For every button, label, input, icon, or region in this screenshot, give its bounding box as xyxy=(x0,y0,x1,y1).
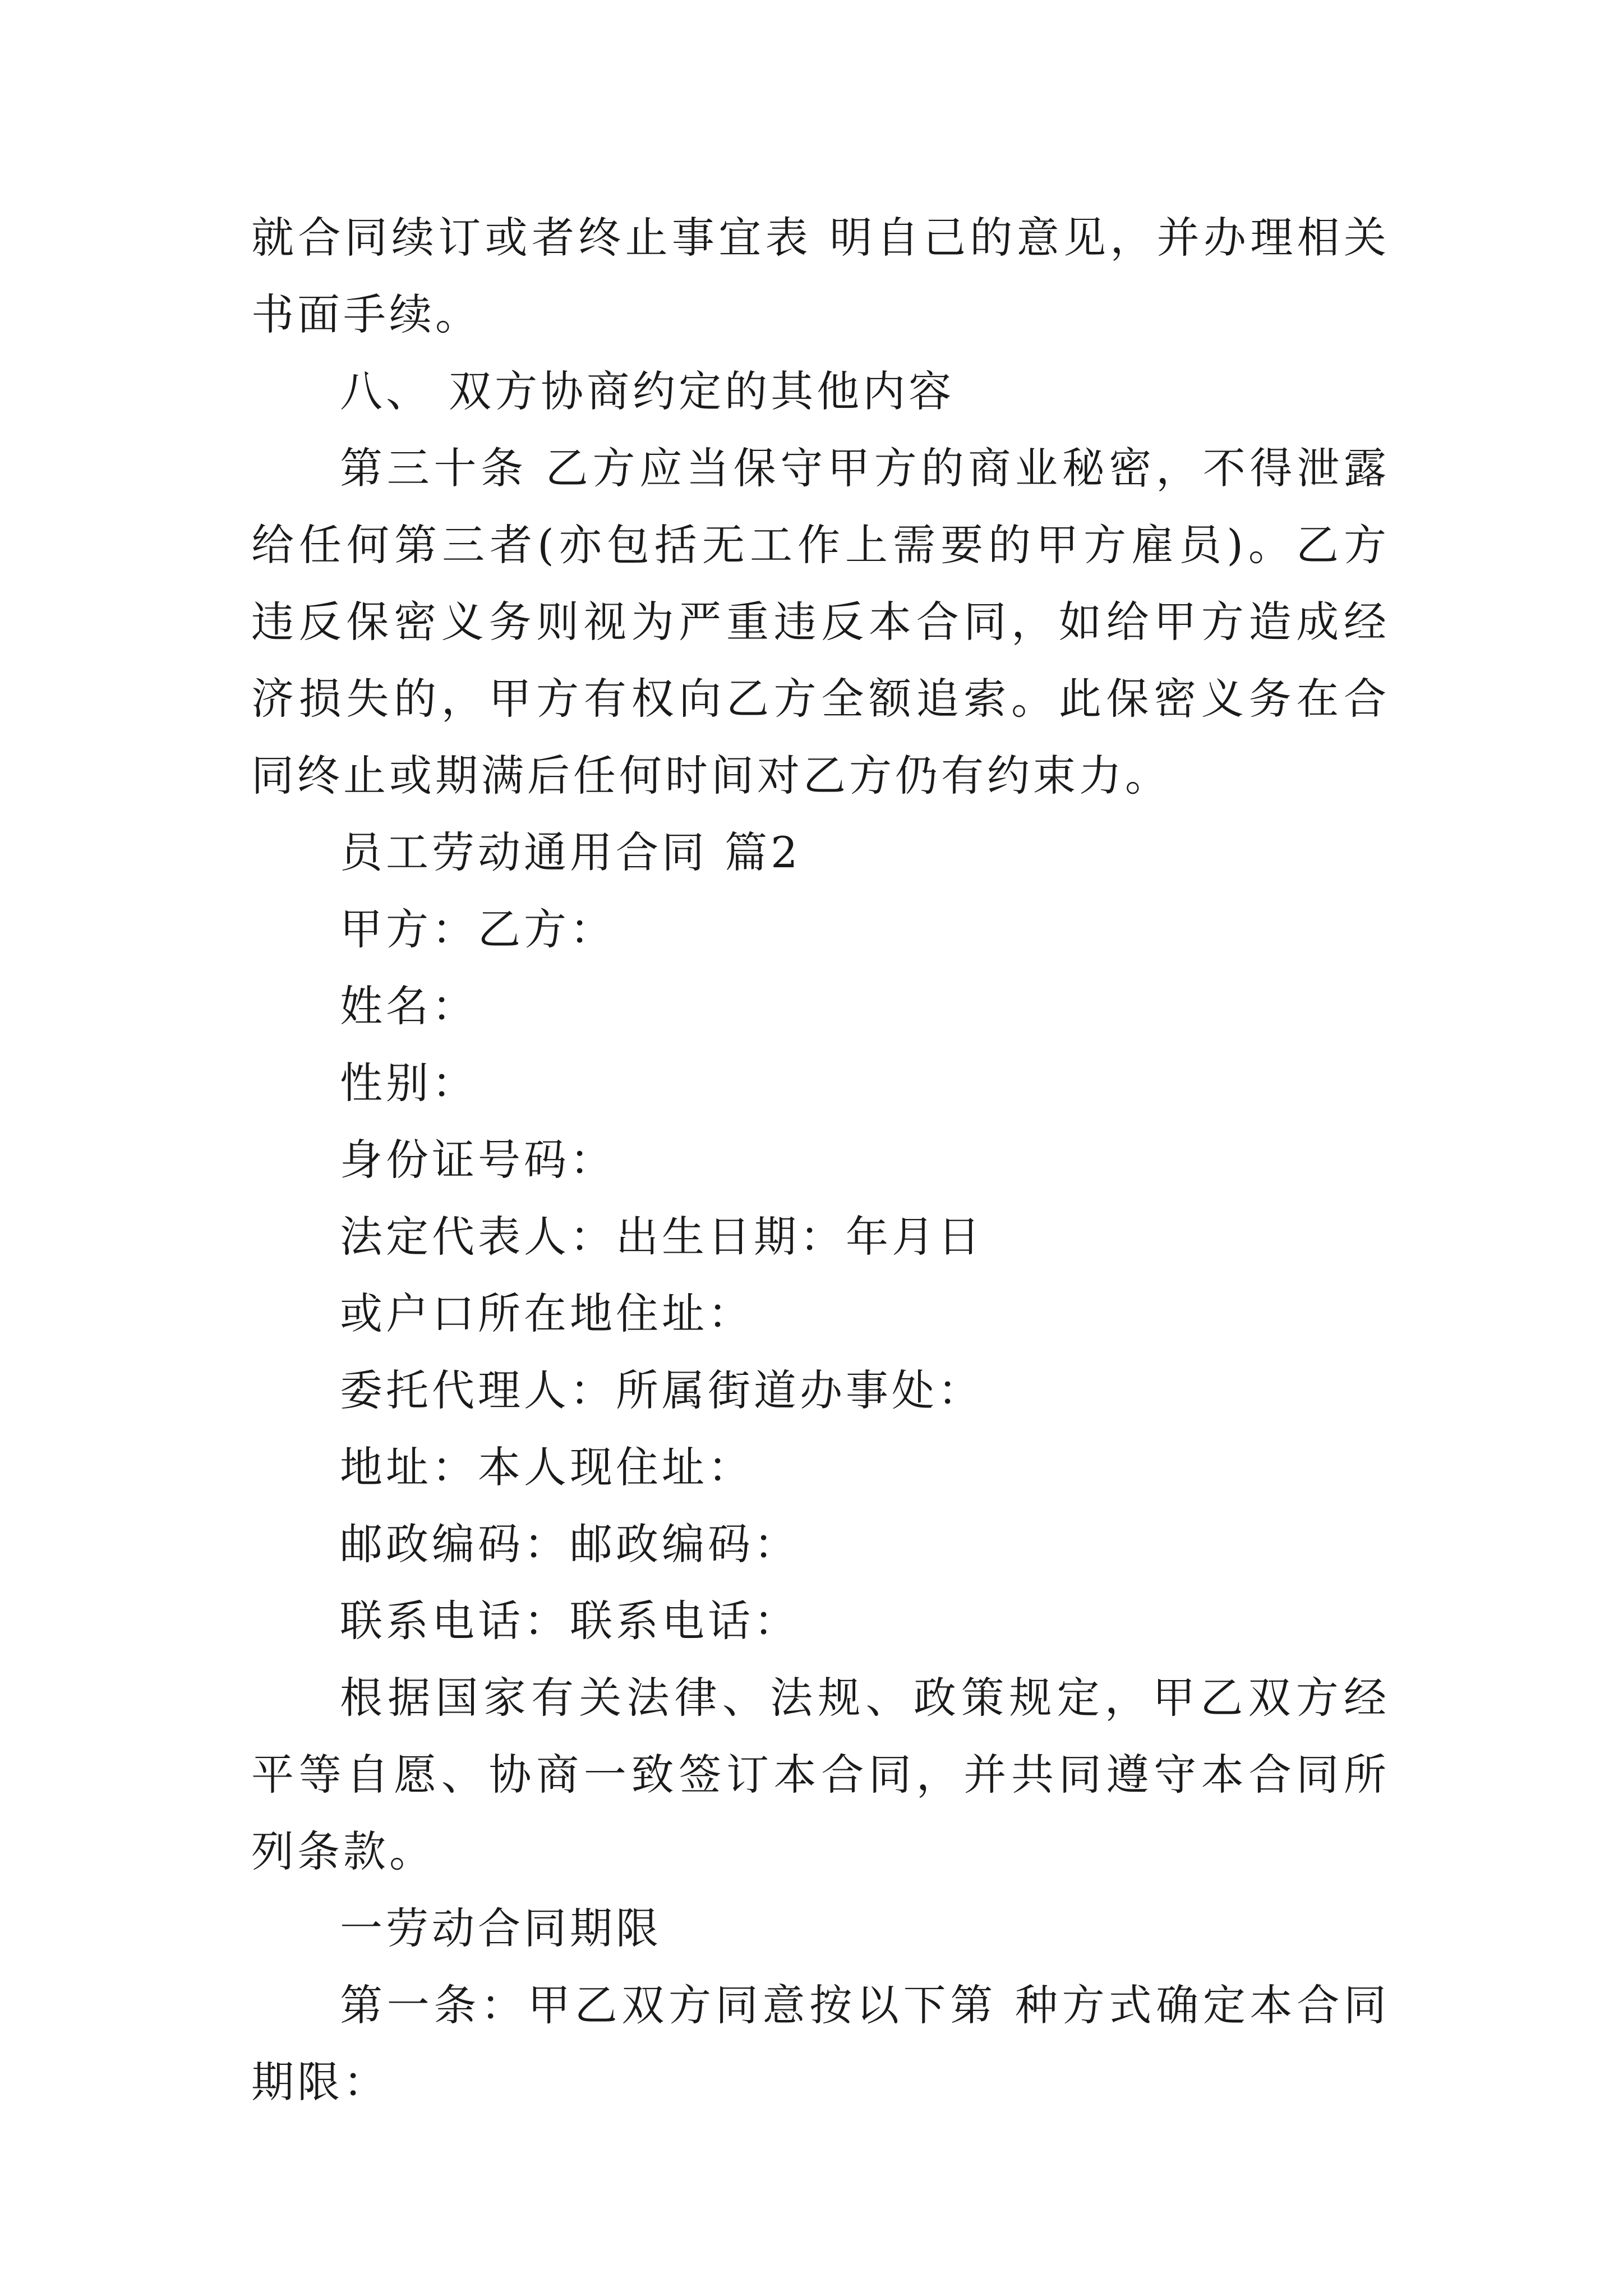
id-number-field: 身份证号码： xyxy=(340,1135,616,1185)
parties-line: 甲方：乙方： xyxy=(340,904,616,954)
address-field: 地址：本人现住址： xyxy=(340,1442,754,1492)
legal-rep-field: 法定代表人：出生日期：年月日 xyxy=(340,1212,984,1262)
household-address-field: 或户口所在地住址： xyxy=(340,1289,754,1338)
article-30-paragraph: 第三十条 乙方应当保守甲方的商业秘密，不得泄露给任何第三者(亦包括无工作上需要的甲方雇员)。乙方违反保密义务则视为严重违反本合同，如给甲方造成经济损失的，甲方有权向乙方全额追索。此保密义务在合同终止或期满后任何时间对乙方仍有约束力。 xyxy=(251,443,1390,800)
postcode-field: 邮政编码：邮政编码： xyxy=(340,1519,800,1569)
gender-field: 性别： xyxy=(340,1058,478,1108)
paragraph-continuation: 就合同续订或者终止事宜表 明自己的意见，并办理相关书面手续。 xyxy=(251,213,1390,339)
name-field: 姓名： xyxy=(340,981,478,1031)
article-1-paragraph: 第一条：甲乙双方同意按以下第 种方式确定本合同期限： xyxy=(251,1980,1390,2107)
agent-field: 委托代理人：所属街道办事处： xyxy=(340,1365,984,1415)
section-heading-1: 一劳动合同期限 xyxy=(340,1903,662,1953)
phone-field: 联系电话：联系电话： xyxy=(340,1596,800,1646)
preamble-paragraph: 根据国家有关法律、法规、政策规定，甲乙双方经平等自愿、协商一致签订本合同，并共同遵守本合同所列条款。 xyxy=(251,1673,1390,1876)
document-body xyxy=(251,199,1390,2120)
contract-title: 员工劳动通用合同 篇2 xyxy=(340,827,801,877)
section-heading-8: 八、 双方协商约定的其他内容 xyxy=(340,366,955,416)
